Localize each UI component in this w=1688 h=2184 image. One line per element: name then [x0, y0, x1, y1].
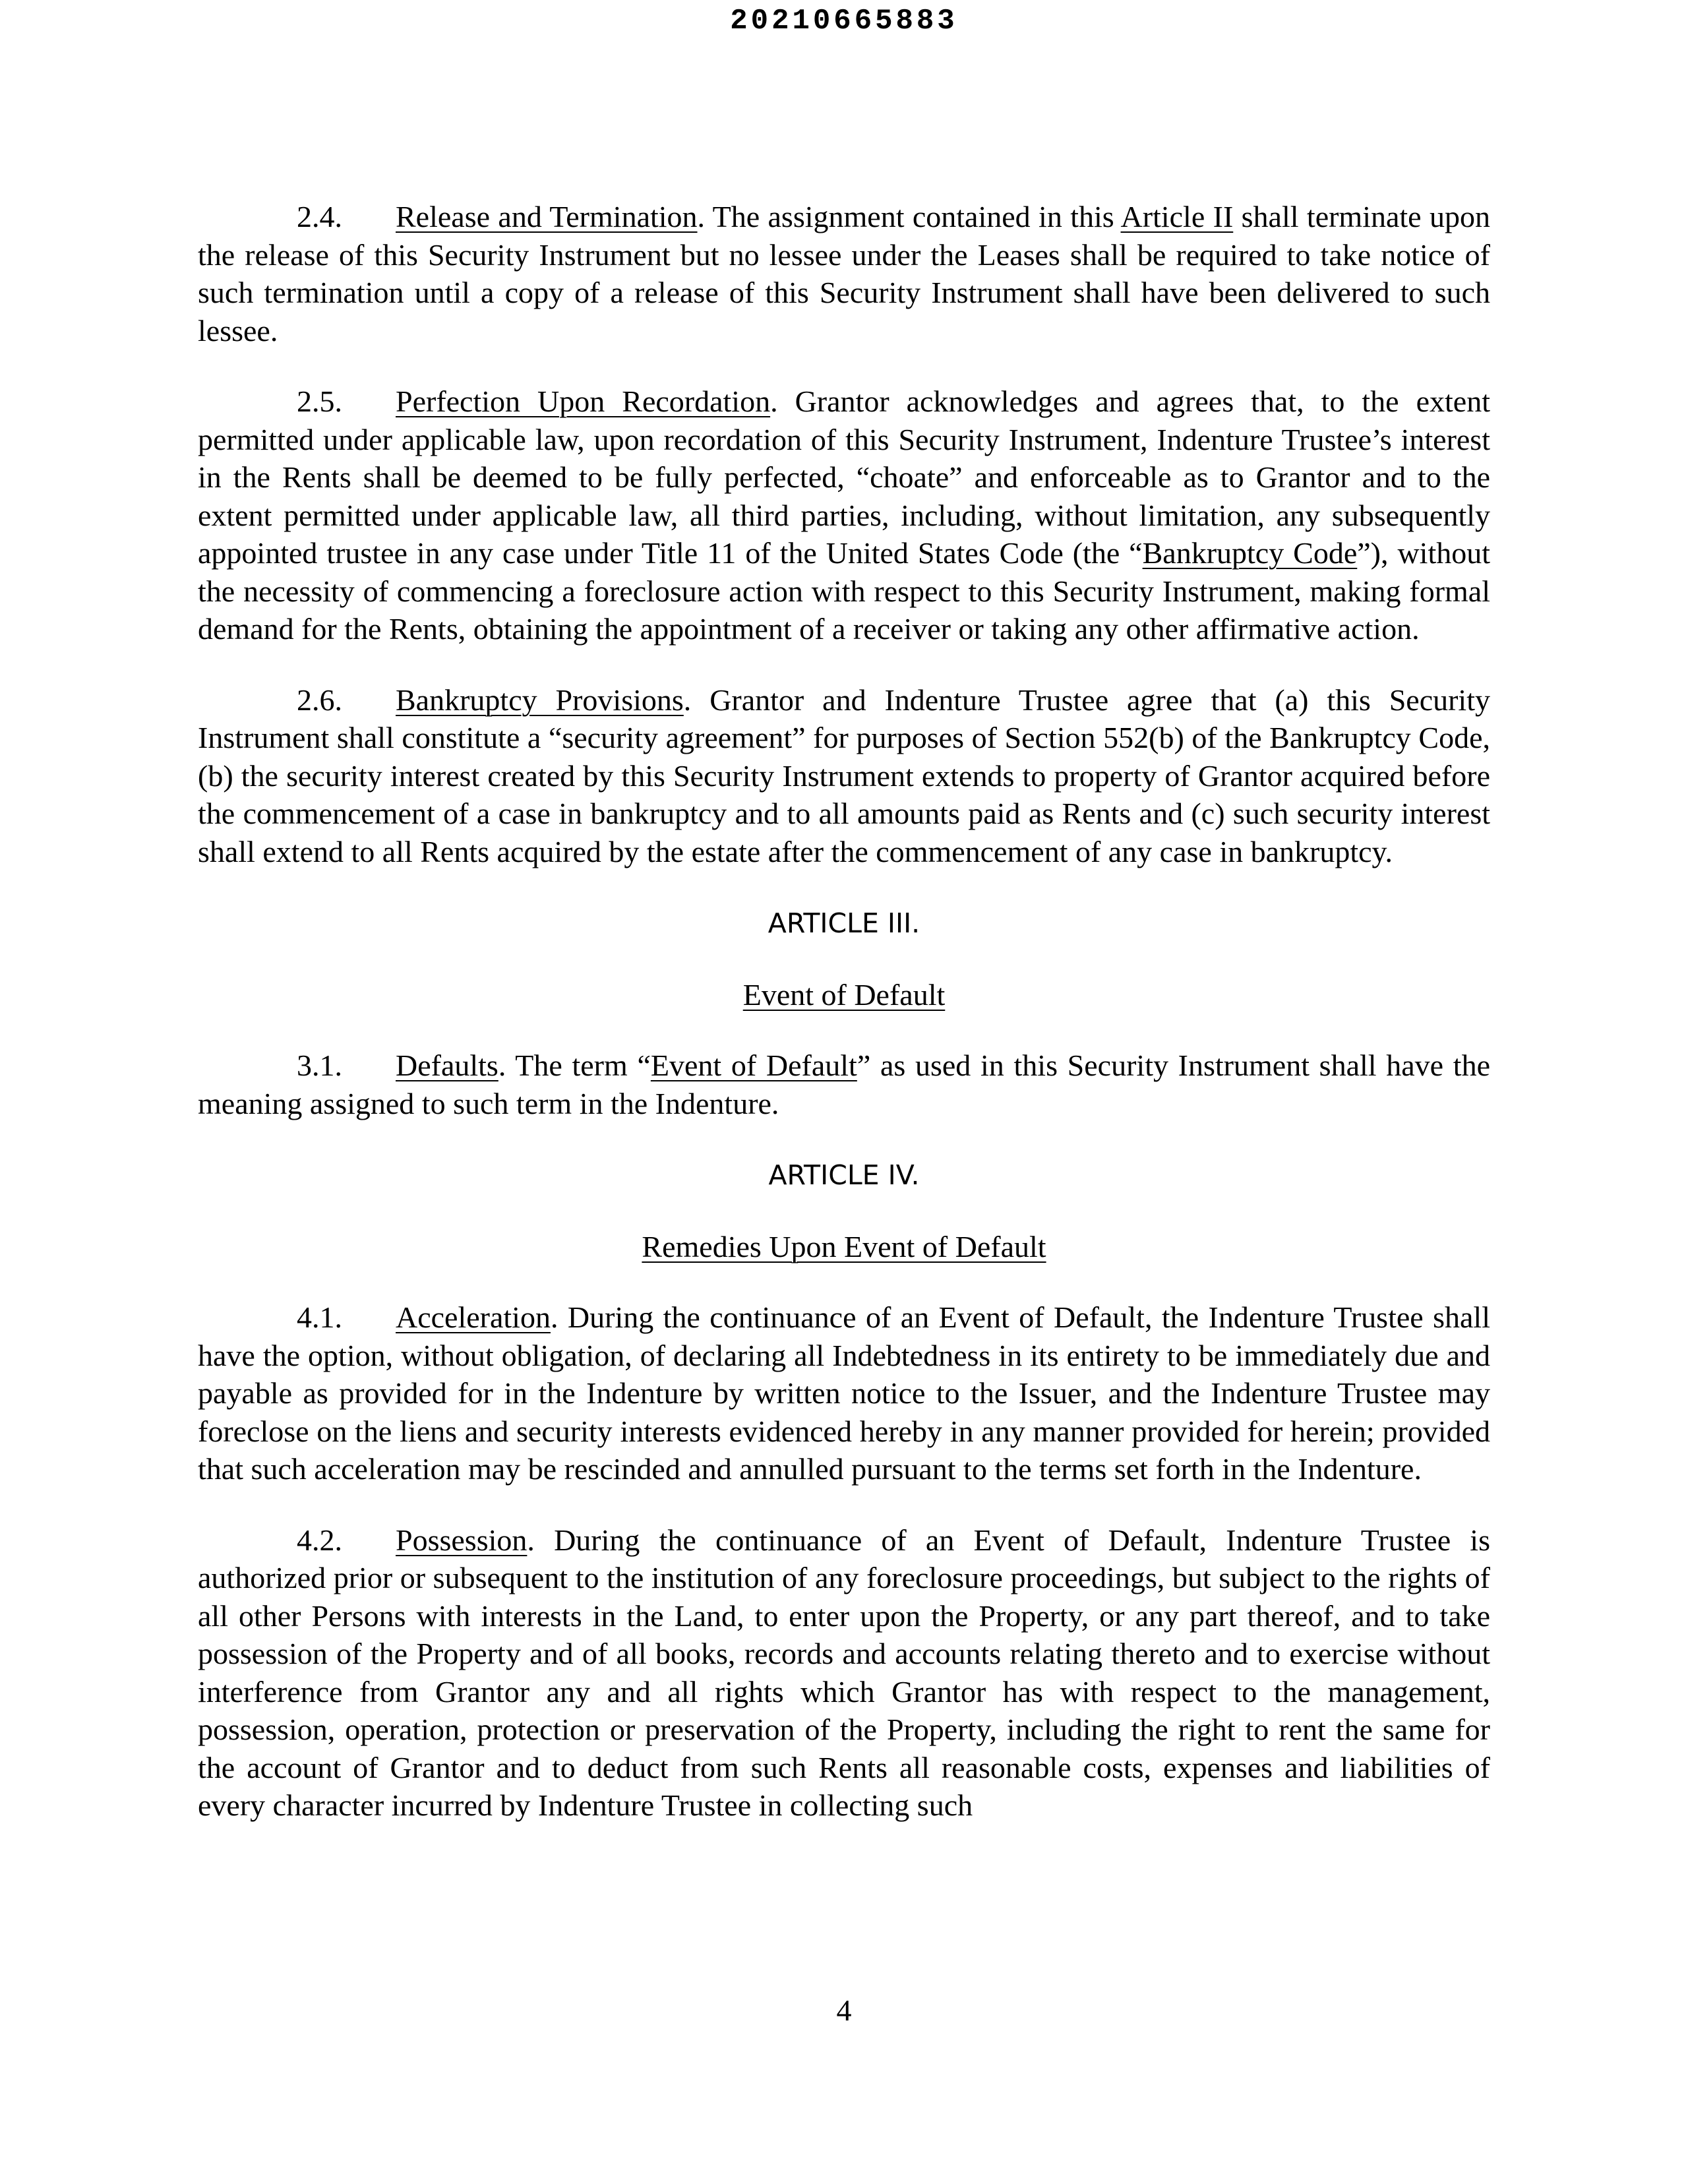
section-heading: Defaults	[396, 1048, 498, 1082]
page-number: 4	[836, 1993, 852, 2027]
section-2-6	[198, 681, 1490, 871]
section-text: ”), without the necessity of commencing a foreclosure action with respect to this Security Instrument, making formal demand for the Rents, obtaining the appointment of a receiver or taking any other affirmative action.	[198, 536, 1491, 646]
defined-term: Event of Default	[650, 1048, 857, 1082]
article-title: Remedies Upon Event of Default	[642, 1229, 1046, 1263]
document-body	[198, 198, 1490, 1825]
section-heading: Perfection Upon Recordation	[396, 384, 771, 418]
section-heading: Acceleration	[396, 1300, 551, 1334]
article-reference: Article II	[1120, 200, 1234, 233]
article-4-label	[198, 1155, 1490, 1195]
article-3-label	[198, 903, 1490, 943]
section-heading: Release and Termination	[396, 200, 698, 233]
section-text: . Grantor acknowledges and agrees that, to the extent permitted under applicable law, upon recordation of this Security Instrument, Indenture Trustee’s interest in the Rents shall be deemed to be fully perfected, “choate” and enforceable as to Grantor and to the extent permitted under applicable law, all third parties, including, without limitation, any subsequently appointed trustee in any case under Title 11 of the United States Code (the “	[198, 384, 1490, 570]
article-label: ARTICLE III.	[768, 907, 920, 939]
section-text: . Grantor and Indenture Trustee agree that (a) this Security Instrument shall constitute a “security agreement” for purposes of Section 552(b) of the Bankruptcy Code, (b) the security interest created by this Security Instrument extends to property of Grantor acquired before the commencement of a case in bankruptcy and to all amounts paid as Rents and (c) such security interest shall extend to all Rents acquired by the estate after the commencement of any case in bankruptcy.	[198, 682, 1490, 868]
section-number: 4.1.	[297, 1300, 342, 1334]
section-text: . The term “	[498, 1048, 651, 1082]
section-text: . During the continuance of an Event of Default, the Indenture Trustee shall have the option, without obligation, of declaring all Indebtedness in its entirety to be immediately due and payable as provided for in the Indenture by written notice to the Issuer, and the Indenture Trustee may foreclose on the liens and security interests evidenced hereby in any manner provided for herein; provided that such acceleration may be rescinded and annulled pursuant to the terms set forth in the Indenture.	[198, 1300, 1490, 1486]
section-number: 2.5.	[297, 384, 342, 418]
defined-term: Bankruptcy Code	[1142, 536, 1358, 570]
section-heading: Bankruptcy Provisions	[396, 682, 684, 717]
section-text: . During the continuance of an Event of Default, Indenture Trustee is authorized prior or subsequent to the institution of any foreclosure proceedings, but subject to the rights of all other Persons with interests in the Land, to enter upon the Property, or any part thereof, and to take possession of the Property and of all books, records and accounts relating thereto and to exercise without interference from Grantor any and all rights which Grantor has with respect to the management, possession, operation, protection or preservation of the Property, including the right to rent the same for the account of Grantor and to deduct from such Rents all reasonable costs, expenses and liabilities of every character incurred by Indenture Trustee in collecting such	[198, 1523, 1490, 1822]
section-4-2	[198, 1521, 1490, 1825]
section-number: 4.2.	[297, 1523, 342, 1557]
section-text: . The assignment contained in this	[697, 200, 1121, 233]
document-number: 20210665883	[730, 5, 958, 38]
section-text: shall terminate upon the release of this Security Instrument but no lessee under the Leases shall be required to take notice of such termination until a copy of a release of this Security Instrument shall have been delivered to such lessee.	[198, 200, 1490, 348]
article-3-title	[198, 976, 1490, 1014]
section-2-4	[198, 198, 1490, 349]
section-number: 2.6.	[297, 682, 342, 717]
section-4-1	[198, 1298, 1490, 1488]
section-heading: Possession	[396, 1523, 528, 1557]
section-text: ” as used in this Security Instrument shall have the meaning assigned to such term in the Indenture.	[198, 1048, 1490, 1120]
article-label: ARTICLE IV.	[768, 1159, 920, 1191]
article-4-title	[198, 1228, 1490, 1266]
article-title: Event of Default	[742, 977, 946, 1012]
section-3-1	[198, 1046, 1490, 1122]
section-number: 2.4.	[297, 200, 342, 233]
section-number: 3.1.	[297, 1048, 342, 1082]
section-2-5	[198, 382, 1490, 648]
